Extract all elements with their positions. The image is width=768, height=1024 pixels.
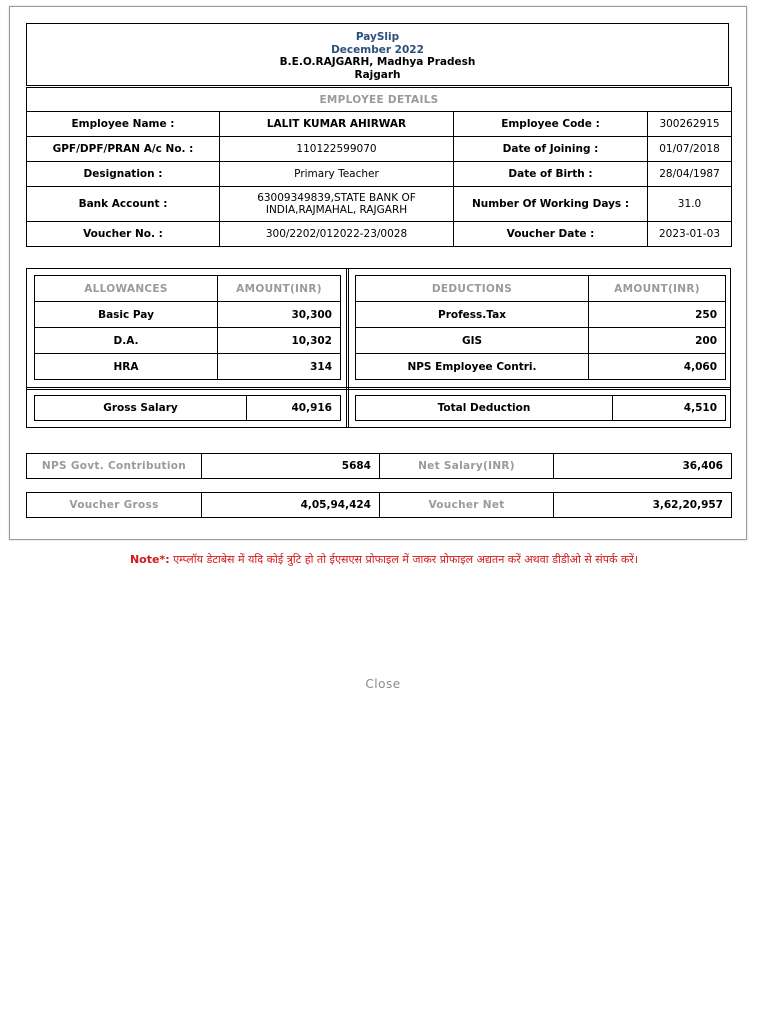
allowance-label: D.A. [35,328,218,354]
net-salary-label: Net Salary(INR) [380,454,554,479]
allowance-label: HRA [35,354,218,380]
deduction-amount: 250 [589,302,726,328]
table-row [356,302,726,328]
deductions-amount-heading: AMOUNT(INR) [589,276,726,302]
doj-label: Date of Joining : [454,137,648,162]
total-deduction-label: Total Deduction [356,396,613,421]
net-salary-value: 36,406 [554,454,732,479]
working-days-label: Number Of Working Days : [454,187,648,222]
table-row [356,354,726,380]
allowances-amount-heading: AMOUNT(INR) [218,276,341,302]
voucher-gross-label: Voucher Gross [27,493,202,518]
net-summary-table [26,453,732,479]
deductions-heading: DEDUCTIONS [356,276,589,302]
table-row [35,302,341,328]
working-days-value: 31.0 [648,187,732,222]
bank-account-value [220,187,454,222]
allowances-heading: ALLOWANCES [35,276,218,302]
table-row [35,354,341,380]
payslip-month: December 2022 [331,43,424,56]
payslip-title: PaySlip [355,31,400,43]
employee-details-heading: EMPLOYEE DETAILS [27,88,732,112]
employee-name-value: LALIT KUMAR AHIRWAR [220,112,454,137]
allowance-amount: 30,300 [218,302,341,328]
district-name: Rajgarh [354,68,401,81]
voucher-date-label: Voucher Date : [454,222,648,247]
nps-govt-label: NPS Govt. Contribution [27,454,202,479]
voucher-gross-value: 4,05,94,424 [202,493,380,518]
nps-govt-value: 5684 [202,454,380,479]
deduction-label: GIS [356,328,589,354]
voucher-no-value: 300/2202/012022-23/0028 [220,222,454,247]
office-name: B.E.O.RAJGARH, Madhya Pradesh [279,56,476,68]
employee-code-value: 300262915 [648,112,732,137]
payslip-header [26,23,729,86]
gpf-label: GPF/DPF/PRAN A/c No. : [27,137,220,162]
deductions-table [355,275,726,380]
deduction-amount: 200 [589,328,726,354]
dob-value: 28/04/1987 [648,162,732,187]
bank-account-label: Bank Account : [27,187,220,222]
bank-account-line2: INDIA,RAJMAHAL, RAJGARH [265,204,408,216]
employee-name-label: Employee Name : [27,112,220,137]
doj-value: 01/07/2018 [648,137,732,162]
allowance-amount: 314 [218,354,341,380]
voucher-date-value: 2023-01-03 [648,222,732,247]
allowance-amount: 10,302 [218,328,341,354]
note-prefix: Note*: [129,553,170,566]
pay-breakup-panel [26,268,731,428]
table-row [356,328,726,354]
total-deduction-value: 4,510 [613,396,726,421]
bank-account-line1: 63009349839,STATE BANK OF [257,192,416,204]
allowance-label: Basic Pay [35,302,218,328]
designation-label: Designation : [27,162,220,187]
close-button[interactable]: Close [365,677,401,691]
pay-divider [346,269,349,427]
designation-value: Primary Teacher [220,162,454,187]
gross-salary-label: Gross Salary [35,396,247,421]
gross-salary-value: 40,916 [247,396,341,421]
allowances-table [34,275,341,380]
voucher-no-label: Voucher No. : [27,222,220,247]
deduction-amount: 4,060 [589,354,726,380]
voucher-net-value: 3,62,20,957 [554,493,732,518]
deduction-label: NPS Employee Contri. [356,354,589,380]
gpf-value: 110122599070 [220,137,454,162]
profile-update-note [0,552,768,567]
table-row [35,328,341,354]
voucher-summary-table [26,492,732,518]
employee-details-table [26,87,732,247]
gross-salary-table [34,395,341,421]
total-deduction-table [355,395,726,421]
deduction-label: Profess.Tax [356,302,589,328]
note-text: एम्प्लॉय डेटाबेस में यदि कोई त्रुटि हो तो ईएसएस प्रोफाइल में जाकर प्रोफाइल अद्यतन करें अथवा डीडीओ से संपर्क करें। [169,553,639,566]
dob-label: Date of Birth : [454,162,648,187]
employee-code-label: Employee Code : [454,112,648,137]
pay-hline [27,387,730,390]
voucher-net-label: Voucher Net [380,493,554,518]
